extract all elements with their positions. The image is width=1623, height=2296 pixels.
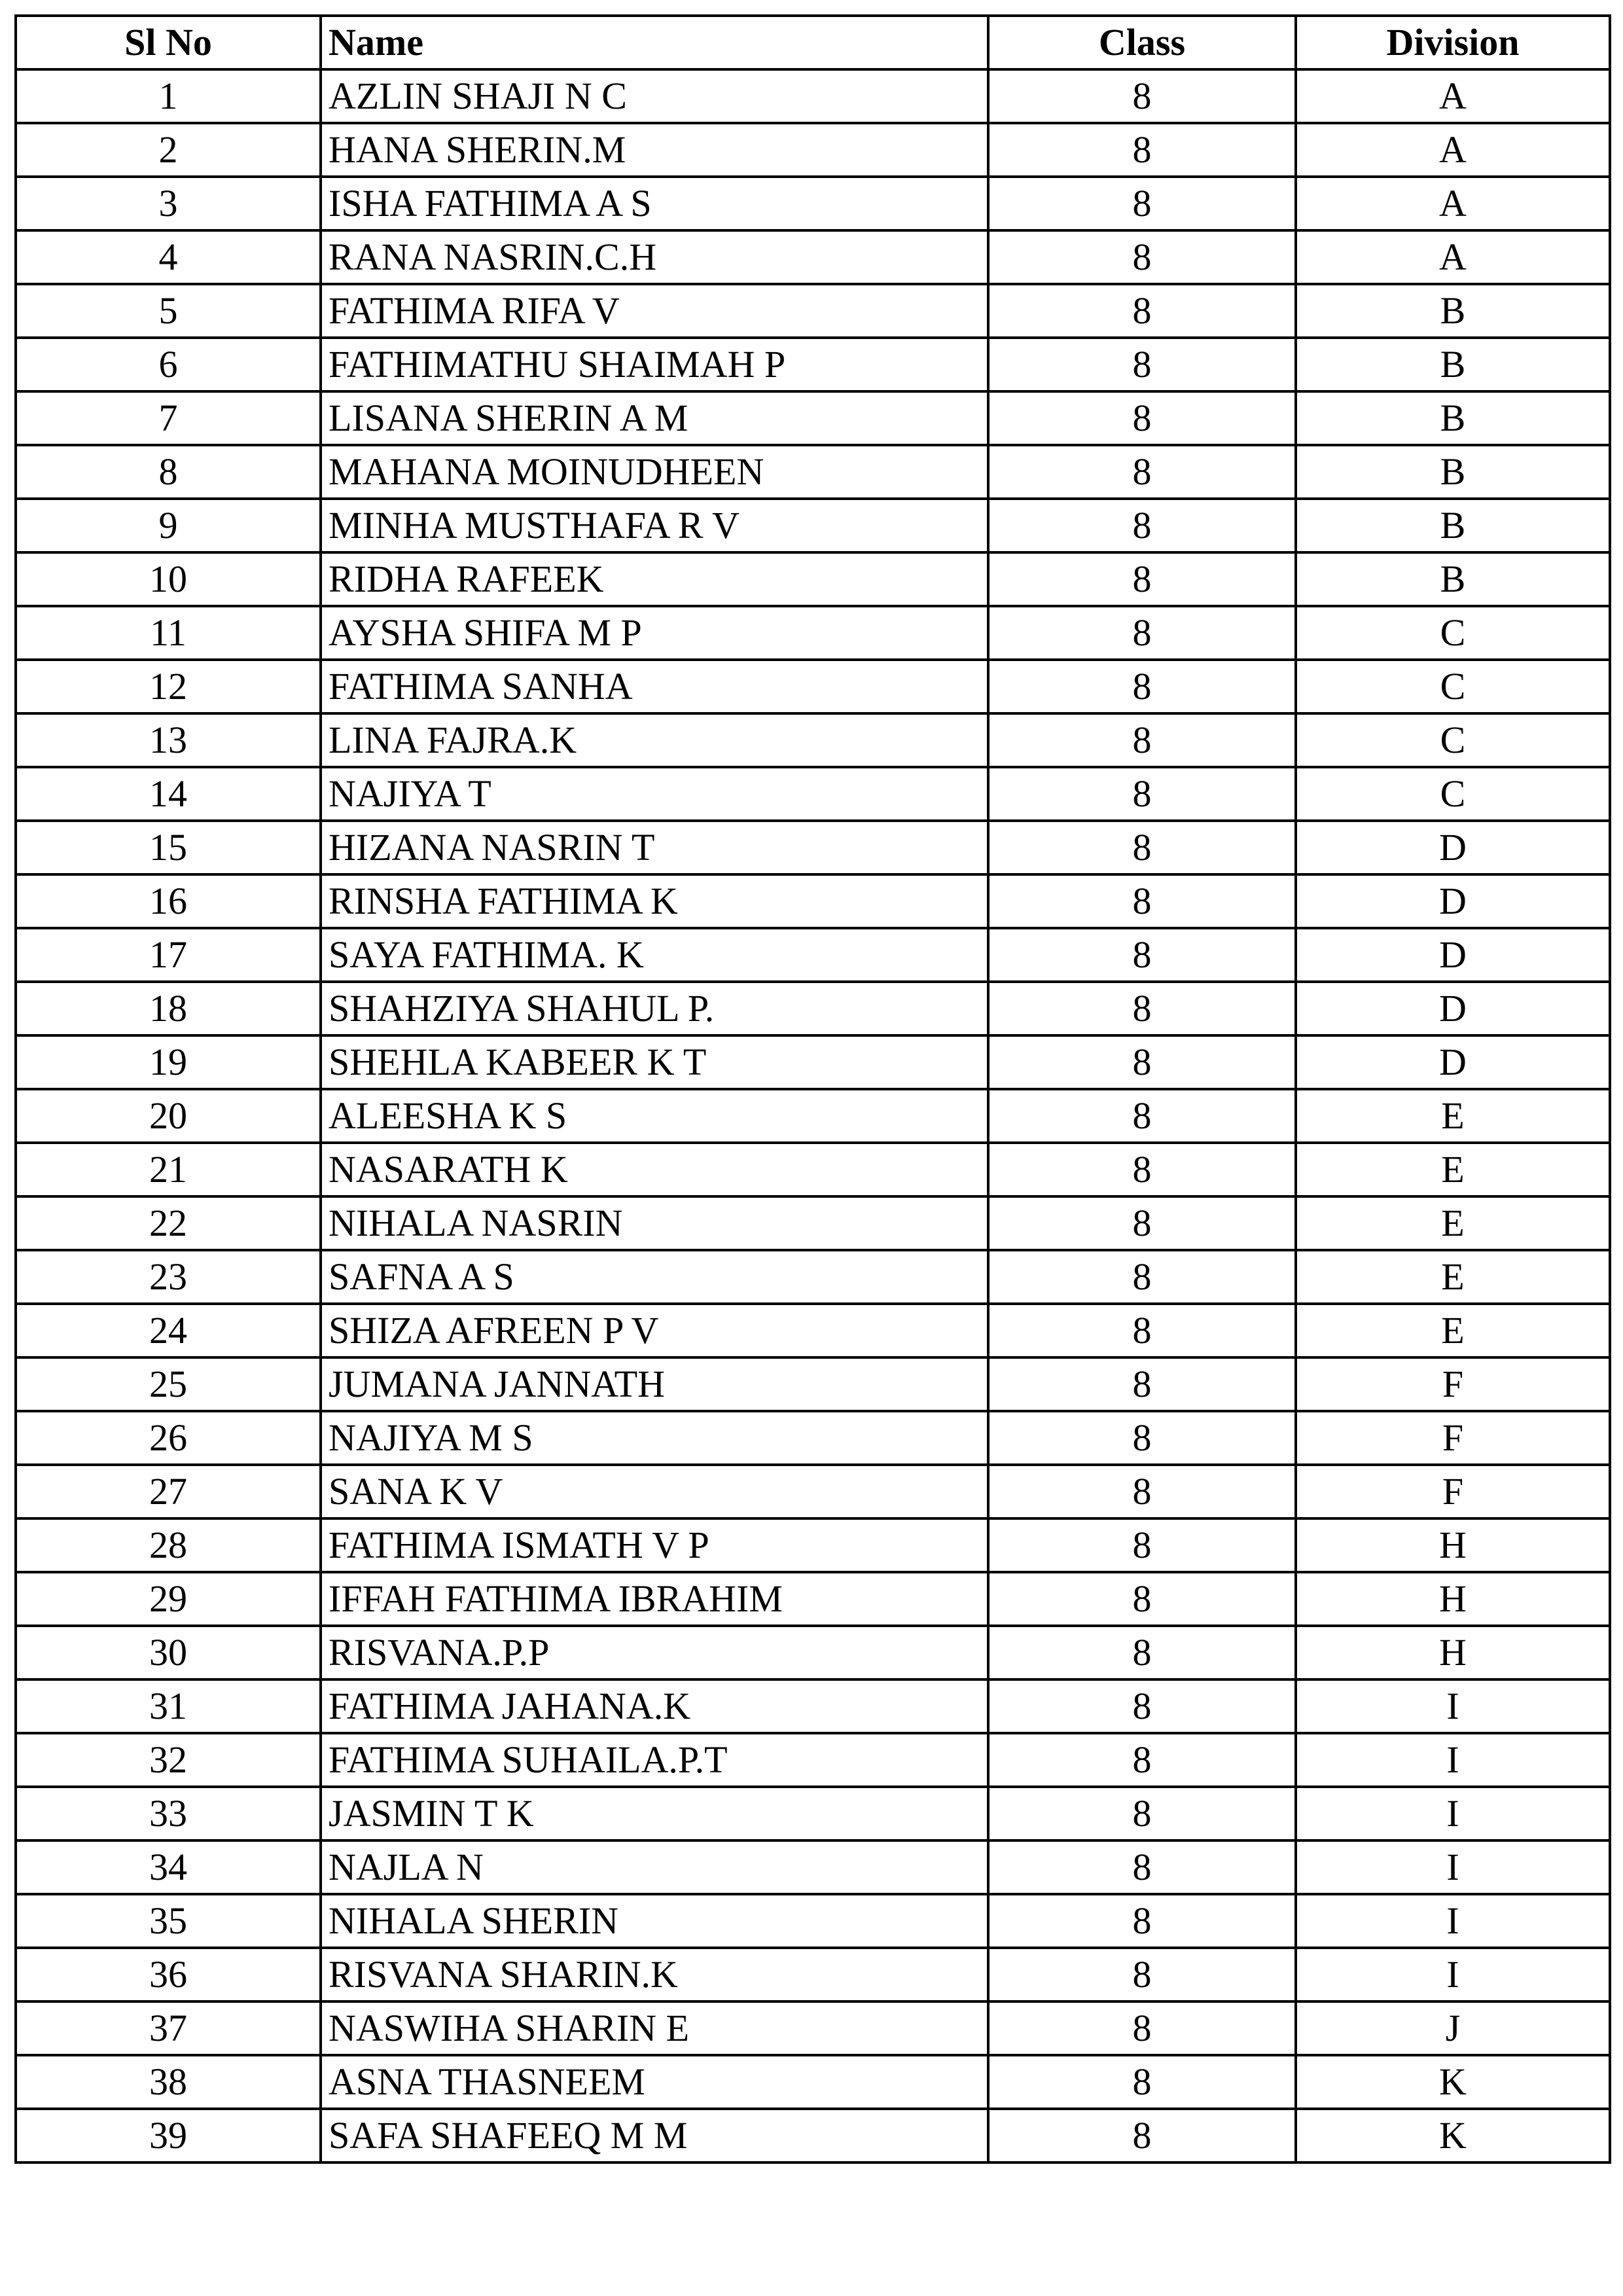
cell-name: ALEESHA K S [321,1089,988,1143]
cell-division: B [1296,338,1610,391]
cell-class: 8 [988,1679,1296,1733]
table-row [16,445,1610,499]
cell-class: 8 [988,1572,1296,1626]
table-row [16,1787,1610,1840]
table-row [16,1626,1610,1679]
cell-name: SAYA FATHIMA. K [321,928,988,982]
cell-sl-no: 21 [16,1143,321,1196]
cell-division: B [1296,552,1610,606]
cell-division: F [1296,1411,1610,1465]
cell-division: I [1296,1679,1610,1733]
cell-name: MINHA MUSTHAFA R V [321,499,988,552]
table-row [16,1733,1610,1787]
cell-sl-no: 17 [16,928,321,982]
table-row [16,928,1610,982]
cell-name: RANA NASRIN.C.H [321,230,988,284]
cell-class: 8 [988,445,1296,499]
cell-class: 8 [988,874,1296,928]
cell-division: D [1296,982,1610,1035]
table-row [16,2055,1610,2109]
table-row [16,660,1610,713]
cell-name: NAJLA N [321,1840,988,1894]
cell-sl-no: 19 [16,1035,321,1089]
table-row [16,821,1610,874]
cell-class: 8 [988,284,1296,338]
cell-sl-no: 15 [16,821,321,874]
cell-division: I [1296,1948,1610,2001]
cell-division: A [1296,123,1610,177]
cell-division: H [1296,1626,1610,1679]
cell-sl-no: 23 [16,1250,321,1304]
table-row [16,1250,1610,1304]
cell-division: A [1296,177,1610,230]
cell-division: I [1296,1787,1610,1840]
cell-name: SANA K V [321,1465,988,1518]
cell-class: 8 [988,606,1296,660]
cell-class: 8 [988,2055,1296,2109]
cell-sl-no: 8 [16,445,321,499]
cell-class: 8 [988,230,1296,284]
table-row [16,767,1610,821]
cell-division: A [1296,69,1610,123]
cell-sl-no: 34 [16,1840,321,1894]
table-header [16,16,1610,69]
cell-class: 8 [988,1948,1296,2001]
cell-sl-no: 24 [16,1304,321,1357]
cell-sl-no: 30 [16,1626,321,1679]
table-row [16,874,1610,928]
table-row [16,982,1610,1035]
cell-name: NAJIYA M S [321,1411,988,1465]
cell-division: F [1296,1465,1610,1518]
cell-class: 8 [988,1626,1296,1679]
cell-division: B [1296,445,1610,499]
cell-sl-no: 11 [16,606,321,660]
cell-sl-no: 37 [16,2001,321,2055]
table-row [16,177,1610,230]
cell-sl-no: 33 [16,1787,321,1840]
cell-sl-no: 29 [16,1572,321,1626]
cell-division: B [1296,284,1610,338]
cell-name: SAFA SHAFEEQ M M [321,2109,988,2162]
table-row [16,1518,1610,1572]
cell-name: RISVANA.P.P [321,1626,988,1679]
cell-name: RISVANA SHARIN.K [321,1948,988,2001]
cell-name: NASARATH K [321,1143,988,1196]
table-row [16,1035,1610,1089]
table-row [16,1411,1610,1465]
cell-name: FATHIMA RIFA V [321,284,988,338]
cell-sl-no: 36 [16,1948,321,2001]
cell-division: I [1296,1894,1610,1948]
cell-sl-no: 28 [16,1518,321,1572]
cell-sl-no: 32 [16,1733,321,1787]
cell-class: 8 [988,552,1296,606]
cell-name: AYSHA SHIFA M P [321,606,988,660]
cell-class: 8 [988,1250,1296,1304]
cell-division: C [1296,767,1610,821]
cell-division: C [1296,606,1610,660]
table-row [16,1679,1610,1733]
cell-name: NAJIYA T [321,767,988,821]
cell-name: ASNA THASNEEM [321,2055,988,2109]
cell-class: 8 [988,1035,1296,1089]
table-row [16,391,1610,445]
cell-sl-no: 14 [16,767,321,821]
cell-division: A [1296,230,1610,284]
cell-class: 8 [988,1518,1296,1572]
cell-division: H [1296,1572,1610,1626]
cell-name: RIDHA RAFEEK [321,552,988,606]
cell-name: RINSHA FATHIMA K [321,874,988,928]
cell-class: 8 [988,338,1296,391]
cell-division: E [1296,1304,1610,1357]
cell-class: 8 [988,1733,1296,1787]
cell-sl-no: 5 [16,284,321,338]
cell-division: D [1296,928,1610,982]
column-header-division: Division [1296,16,1610,69]
table-row [16,499,1610,552]
cell-division: B [1296,499,1610,552]
cell-name: JASMIN T K [321,1787,988,1840]
table-row [16,2109,1610,2162]
cell-sl-no: 31 [16,1679,321,1733]
cell-sl-no: 7 [16,391,321,445]
cell-division: E [1296,1196,1610,1250]
table-row [16,713,1610,767]
table-row [16,1572,1610,1626]
table-row [16,1894,1610,1948]
cell-class: 8 [988,391,1296,445]
column-header-class: Class [988,16,1296,69]
cell-class: 8 [988,713,1296,767]
cell-division: D [1296,874,1610,928]
cell-class: 8 [988,2001,1296,2055]
cell-division: E [1296,1250,1610,1304]
cell-class: 8 [988,177,1296,230]
table-row [16,1357,1610,1411]
cell-sl-no: 20 [16,1089,321,1143]
cell-division: E [1296,1089,1610,1143]
cell-class: 8 [988,1894,1296,1948]
table-row [16,2001,1610,2055]
cell-class: 8 [988,1787,1296,1840]
column-header-sl-no: Sl No [16,16,321,69]
table-row [16,1465,1610,1518]
cell-class: 8 [988,1196,1296,1250]
cell-sl-no: 12 [16,660,321,713]
cell-sl-no: 1 [16,69,321,123]
cell-division: I [1296,1733,1610,1787]
cell-sl-no: 2 [16,123,321,177]
cell-name: NASWIHA SHARIN E [321,2001,988,2055]
cell-name: ISHA FATHIMA A S [321,177,988,230]
cell-sl-no: 22 [16,1196,321,1250]
cell-sl-no: 3 [16,177,321,230]
header-row [16,16,1610,69]
cell-name: JUMANA JANNATH [321,1357,988,1411]
cell-name: SAFNA A S [321,1250,988,1304]
cell-class: 8 [988,1465,1296,1518]
cell-sl-no: 38 [16,2055,321,2109]
cell-division: I [1296,1840,1610,1894]
cell-sl-no: 9 [16,499,321,552]
cell-class: 8 [988,1357,1296,1411]
cell-sl-no: 26 [16,1411,321,1465]
cell-division: D [1296,821,1610,874]
table-row [16,1304,1610,1357]
cell-name: NIHALA SHERIN [321,1894,988,1948]
table-row [16,338,1610,391]
cell-class: 8 [988,660,1296,713]
cell-name: HIZANA NASRIN T [321,821,988,874]
cell-name: AZLIN SHAJI N C [321,69,988,123]
cell-division: K [1296,2109,1610,2162]
cell-name: HANA SHERIN.M [321,123,988,177]
table-body [16,69,1610,2162]
cell-sl-no: 27 [16,1465,321,1518]
cell-division: B [1296,391,1610,445]
cell-sl-no: 25 [16,1357,321,1411]
cell-name: LINA FAJRA.K [321,713,988,767]
cell-sl-no: 10 [16,552,321,606]
cell-sl-no: 35 [16,1894,321,1948]
cell-name: LISANA SHERIN A M [321,391,988,445]
cell-sl-no: 18 [16,982,321,1035]
cell-division: C [1296,713,1610,767]
table-row [16,69,1610,123]
cell-name: IFFAH FATHIMA IBRAHIM [321,1572,988,1626]
cell-sl-no: 4 [16,230,321,284]
cell-division: J [1296,2001,1610,2055]
cell-sl-no: 6 [16,338,321,391]
cell-class: 8 [988,767,1296,821]
cell-name: FATHIMA SUHAILA.P.T [321,1733,988,1787]
cell-class: 8 [988,982,1296,1035]
cell-name: FATHIMATHU SHAIMAH P [321,338,988,391]
cell-name: NIHALA NASRIN [321,1196,988,1250]
table-row [16,1089,1610,1143]
table-row [16,230,1610,284]
cell-name: SHIZA AFREEN P V [321,1304,988,1357]
cell-name: FATHIMA ISMATH V P [321,1518,988,1572]
table-row [16,606,1610,660]
cell-name: FATHIMA JAHANA.K [321,1679,988,1733]
cell-class: 8 [988,928,1296,982]
cell-class: 8 [988,1411,1296,1465]
table-row [16,1840,1610,1894]
cell-class: 8 [988,1143,1296,1196]
table-row [16,1143,1610,1196]
cell-name: SHEHLA KABEER K T [321,1035,988,1089]
cell-class: 8 [988,123,1296,177]
cell-class: 8 [988,1840,1296,1894]
cell-sl-no: 13 [16,713,321,767]
cell-class: 8 [988,69,1296,123]
cell-class: 8 [988,499,1296,552]
cell-division: D [1296,1035,1610,1089]
table-row [16,552,1610,606]
cell-division: F [1296,1357,1610,1411]
table-row [16,123,1610,177]
table-row [16,284,1610,338]
cell-division: E [1296,1143,1610,1196]
cell-division: H [1296,1518,1610,1572]
cell-class: 8 [988,1304,1296,1357]
student-table [14,14,1611,2164]
cell-sl-no: 39 [16,2109,321,2162]
cell-name: FATHIMA SANHA [321,660,988,713]
cell-class: 8 [988,1089,1296,1143]
table-row [16,1196,1610,1250]
column-header-name: Name [321,16,988,69]
cell-sl-no: 16 [16,874,321,928]
table-row [16,1948,1610,2001]
cell-class: 8 [988,2109,1296,2162]
cell-division: C [1296,660,1610,713]
cell-name: MAHANA MOINUDHEEN [321,445,988,499]
cell-class: 8 [988,821,1296,874]
cell-division: K [1296,2055,1610,2109]
cell-name: SHAHZIYA SHAHUL P. [321,982,988,1035]
